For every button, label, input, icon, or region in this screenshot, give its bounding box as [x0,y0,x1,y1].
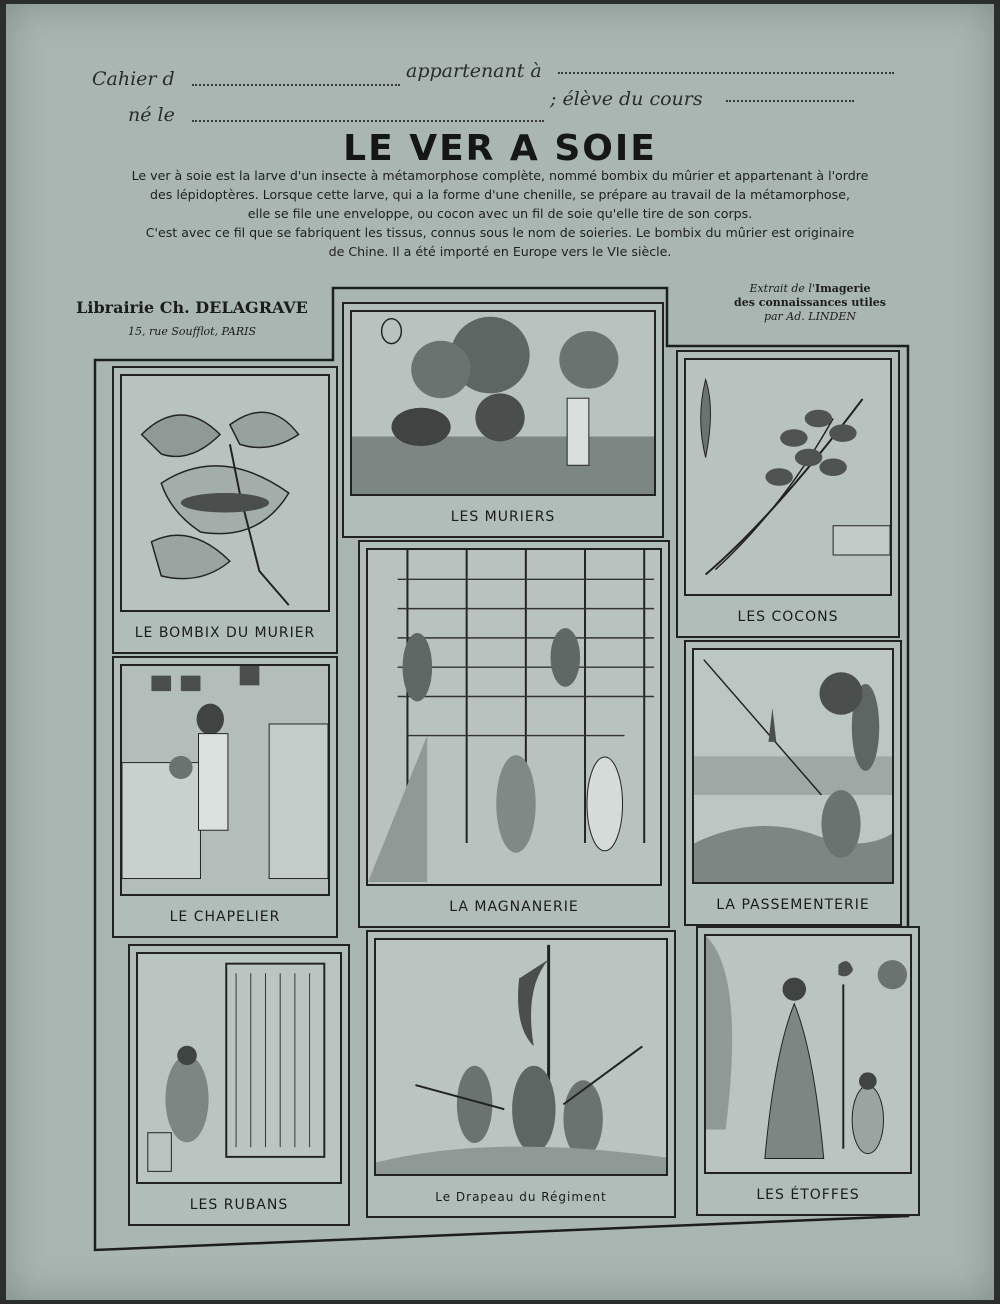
publisher-name: Librairie Ch. DELAGRAVE [76,298,308,317]
publisher-address: 15, rue Soufflot, PARIS [128,325,256,338]
passementerie-illustration [692,648,894,884]
bombix-illustration [120,374,330,612]
panel-chapelier [112,656,338,938]
cahier-label: Cahier d [92,68,175,90]
ne-le-label: né le [128,104,175,126]
magnanerie-illustration [366,548,662,886]
panel-caption: Le Drapeau du Régiment [435,1190,607,1204]
panel-caption: LES MURIERS [450,509,556,525]
panel-caption: LE CHAPELIER [169,909,281,925]
eleve-label: ; élève du cours [550,88,703,110]
imagerie-line-3: par Ad. LINDEN [763,310,857,323]
panel-drapeau [366,930,676,1218]
panel-bombix [112,366,338,654]
panel-caption: LE BOMBIX DU MURIER [134,625,316,641]
intro-line: C'est avec ce fil que se fabriquent les tissus, connus sous le nom de soieries. Le bombix du mûrier est originaire [145,225,855,240]
appartenant-label: appartenant à [406,60,542,82]
panel-etoffes [696,926,920,1216]
imagerie-line-1: Extrait de l'Imagerie [749,282,871,295]
drapeau-illustration [374,938,668,1176]
panel-muriers [342,302,664,538]
intro-line: de Chine. Il a été importé en Europe vers le VIe siècle. [328,244,672,259]
panel-cocons [676,350,900,638]
etoffes-illustration [704,934,912,1174]
imagerie-line-2: des connaissances utiles [734,296,886,309]
panel-caption: LES RUBANS [189,1197,289,1213]
rubans-illustration [136,952,342,1184]
cocons-illustration [684,358,892,596]
panel-passementerie [684,640,902,926]
chapelier-illustration [120,664,330,896]
panel-caption: LES ÉTOFFES [756,1187,860,1203]
panel-magnanerie [358,540,670,928]
panel-rubans [128,944,350,1226]
intro-line: des lépidoptères. Lorsque cette larve, qui a la forme d'une chenille, se prépare au travail de la métamorphose, [150,187,850,202]
panel-caption: LA MAGNANERIE [449,899,579,915]
page-title: LE VER A SOIE [343,128,657,169]
intro-line: elle se file une enveloppe, ou cocon avec un fil de soie qu'elle tire de son corps. [247,206,753,221]
muriers-illustration [350,310,656,496]
panel-caption: LES COCONS [737,609,839,625]
intro-line: Le ver à soie est la larve d'un insecte à métamorphose complète, nommé bombix du mûrier et appartenant à l'ordre [131,168,869,183]
panel-caption: LA PASSEMENTERIE [716,897,870,913]
